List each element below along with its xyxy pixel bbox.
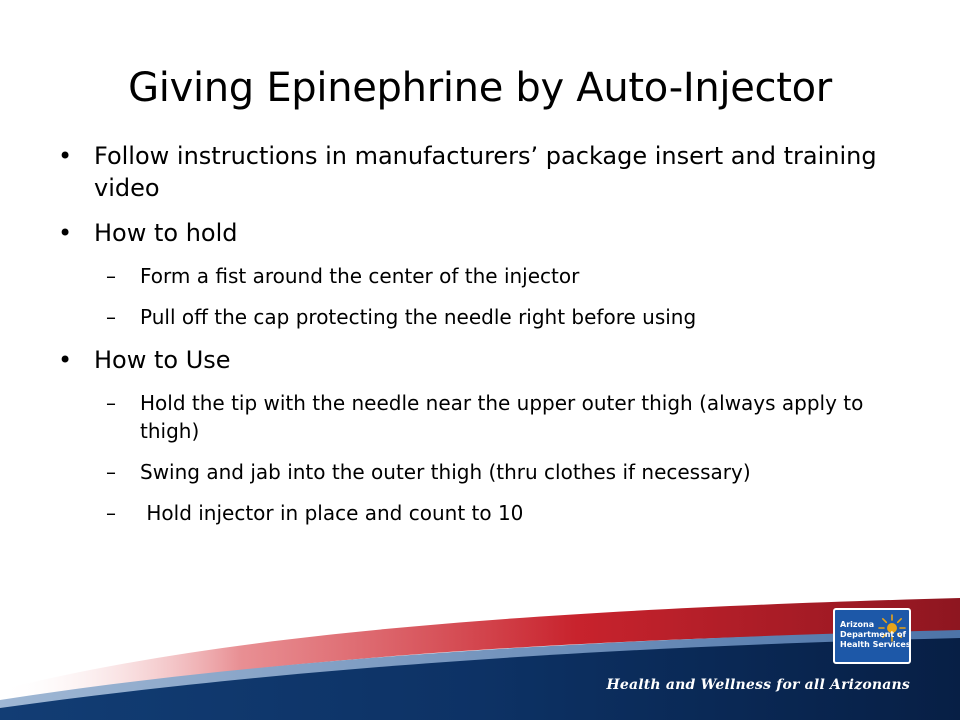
dash-icon: – — [106, 460, 116, 484]
bullet-item — [58, 140, 878, 204]
dash-icon: – — [106, 391, 116, 415]
dash-icon: – — [106, 264, 116, 288]
slide-title: Giving Epinephrine by Auto-Injector — [128, 65, 832, 111]
bullet-text: How to Use — [94, 346, 231, 374]
bullet-text: Follow instructions in manufacturers’ package insert and training video — [94, 142, 877, 202]
sub-bullet-item — [106, 262, 878, 290]
footer-swoosh — [0, 580, 960, 720]
bullet-icon: • — [58, 346, 73, 374]
dash-icon: – — [106, 501, 116, 525]
bullet-icon: • — [58, 142, 73, 170]
logo-text: Arizona Department of Health Services — [840, 620, 911, 649]
sub-bullet-text: Hold the tip with the needle near the upper outer thigh (always apply to thigh) — [140, 391, 864, 443]
bullet-item — [58, 344, 878, 376]
sub-bullet-item — [106, 389, 878, 445]
footer-tagline: Health and Wellness for all Arizonans — [606, 677, 910, 693]
sub-bullet-item — [106, 303, 878, 331]
slide-content — [58, 140, 878, 540]
bullet-text: How to hold — [94, 219, 238, 247]
bullet-item — [58, 217, 878, 249]
sub-bullet-text: Swing and jab into the outer thigh (thru clothes if necessary) — [140, 460, 751, 484]
bullet-icon: • — [58, 219, 73, 247]
sub-bullet-item — [106, 458, 878, 486]
sub-bullet-text: Hold injector in place and count to 10 — [140, 501, 524, 525]
dash-icon: – — [106, 305, 116, 329]
sub-bullet-text: Form a fist around the center of the injector — [140, 264, 580, 288]
sub-bullet-item — [106, 499, 878, 527]
adhs-logo — [833, 608, 911, 664]
sub-bullet-text: Pull off the cap protecting the needle right before using — [140, 305, 697, 329]
